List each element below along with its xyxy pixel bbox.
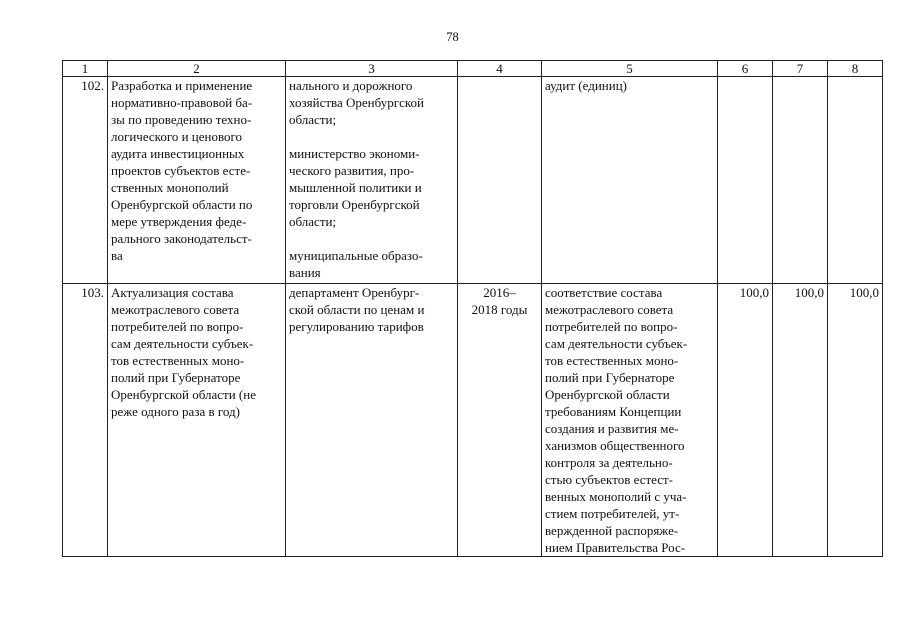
executor-cell (286, 77, 458, 284)
header-col-8: 8 (828, 61, 883, 77)
value-col-8 (828, 77, 883, 284)
value-col-7: 100,0 (773, 284, 828, 557)
value-col-6: 100,0 (718, 284, 773, 557)
table-row (63, 77, 883, 284)
header-col-6: 6 (718, 61, 773, 77)
executor-text: департамент Оренбург- ской области по ценам и регулированию тарифов (289, 285, 425, 334)
header-col-4: 4 (458, 61, 542, 77)
measure-name-cell (108, 284, 286, 557)
value-col-8: 100,0 (828, 284, 883, 557)
measure-name: Разработка и применение нормативно-правовой ба- зы по проведению техно- логического и ценового аудита инвестиционных проектов субъектов есте- ственных монополий Оренбургской области по мере утверждения феде- рального законодательст- ва (111, 78, 253, 263)
measure-name-cell (108, 77, 286, 284)
row-number: 102. (63, 77, 108, 284)
value-col-7 (773, 77, 828, 284)
header-col-3: 3 (286, 61, 458, 77)
page-number: 78 (446, 30, 459, 44)
header-col-5: 5 (542, 61, 718, 77)
executor-text: нального и дорожного хозяйства Оренбургской области; (289, 78, 424, 127)
indicator-text: аудит (единиц) (545, 78, 627, 93)
executor-cell (286, 284, 458, 557)
period-text: 2016– 2018 годы (471, 285, 528, 317)
table-row (63, 284, 883, 557)
row-number: 103. (63, 284, 108, 557)
executor-text: министерство экономи- ческого развития, про- мышленной политики и торговли Оренбургской области; (289, 146, 422, 229)
indicator-cell (542, 77, 718, 284)
period-cell (458, 284, 542, 557)
header-row (63, 61, 883, 77)
indicator-cell (542, 284, 718, 557)
header-col-1: 1 (63, 61, 108, 77)
value-col-6 (718, 77, 773, 284)
program-measures-table (62, 60, 883, 557)
executor-text: муниципальные образо- вания (289, 248, 423, 280)
measure-name: Актуализация состава межотраслевого совета потребителей по вопро- сам деятельности субъек- тов естественных моно- полий при Губернаторе Оренбургской области (не реже одного раза в год) (111, 285, 256, 419)
period-cell (458, 77, 542, 284)
header-col-7: 7 (773, 61, 828, 77)
indicator-text: соответствие состава межотраслевого совета потребителей по вопро- сам деятельности субъек- тов естественных моно- полий при Губернаторе Оренбургской области требованиям Концепции создания и развития ме- ханизмов общественного контроля за деятельно- стью субъектов естест- венных монополий с уча- стием потребителей, ут- вержденной распоряже- нием Правительства Рос- (545, 285, 688, 555)
header-col-2: 2 (108, 61, 286, 77)
